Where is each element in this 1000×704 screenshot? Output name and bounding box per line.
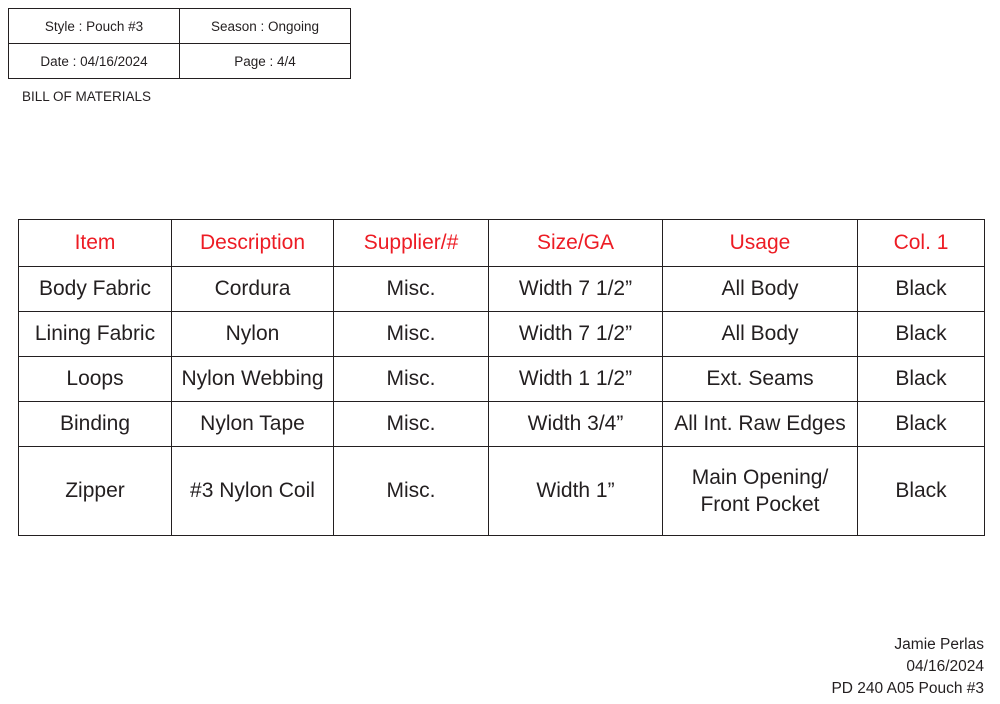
- header-info-box: [8, 8, 351, 79]
- column-header-supplier: Supplier/#: [334, 220, 489, 267]
- signoff-date: 04/16/2024: [906, 658, 984, 675]
- cell-item: Body Fabric: [19, 267, 172, 312]
- cell-color: Black: [858, 357, 985, 402]
- signoff-project: PD 240 A05 Pouch #3: [831, 680, 984, 697]
- cell-supplier: Misc.: [334, 312, 489, 357]
- cell-size: Width 7 1/2”: [489, 312, 663, 357]
- table-row: [19, 402, 985, 447]
- table-row: [19, 357, 985, 402]
- cell-color: Black: [858, 447, 985, 536]
- cell-supplier: Misc.: [334, 402, 489, 447]
- cell-color: Black: [858, 267, 985, 312]
- cell-usage: All Body: [663, 267, 858, 312]
- signoff-name: Jamie Perlas: [894, 636, 984, 653]
- style-field: Style : Pouch #3: [9, 9, 180, 44]
- cell-usage: Ext. Seams: [663, 357, 858, 402]
- season-field: Season : Ongoing: [180, 9, 351, 44]
- table-row: [19, 312, 985, 357]
- cell-item: Lining Fabric: [19, 312, 172, 357]
- bill-of-materials-table: [18, 219, 985, 536]
- cell-item: Zipper: [19, 447, 172, 536]
- cell-usage: Main Opening/ Front Pocket: [663, 447, 858, 536]
- signoff-block: [831, 634, 984, 700]
- column-header-color: Col. 1: [858, 220, 985, 267]
- page-field: Page : 4/4: [180, 44, 351, 79]
- cell-description: Nylon: [172, 312, 334, 357]
- cell-description: Nylon Tape: [172, 402, 334, 447]
- cell-size: Width 1”: [489, 447, 663, 536]
- date-field: Date : 04/16/2024: [9, 44, 180, 79]
- cell-supplier: Misc.: [334, 447, 489, 536]
- cell-color: Black: [858, 402, 985, 447]
- cell-size: Width 1 1/2”: [489, 357, 663, 402]
- column-header-description: Description: [172, 220, 334, 267]
- cell-description: Cordura: [172, 267, 334, 312]
- cell-size: Width 3/4”: [489, 402, 663, 447]
- cell-item: Loops: [19, 357, 172, 402]
- cell-color: Black: [858, 312, 985, 357]
- cell-supplier: Misc.: [334, 267, 489, 312]
- table-header-row: [19, 220, 985, 267]
- cell-item: Binding: [19, 402, 172, 447]
- table-row: [19, 267, 985, 312]
- cell-description: Nylon Webbing: [172, 357, 334, 402]
- document-title: BILL OF MATERIALS: [22, 89, 152, 104]
- column-header-usage: Usage: [663, 220, 858, 267]
- column-header-item: Item: [19, 220, 172, 267]
- table-row: [19, 447, 985, 536]
- cell-usage: All Body: [663, 312, 858, 357]
- cell-supplier: Misc.: [334, 357, 489, 402]
- column-header-size: Size/GA: [489, 220, 663, 267]
- cell-usage: All Int. Raw Edges: [663, 402, 858, 447]
- cell-size: Width 7 1/2”: [489, 267, 663, 312]
- cell-description: #3 Nylon Coil: [172, 447, 334, 536]
